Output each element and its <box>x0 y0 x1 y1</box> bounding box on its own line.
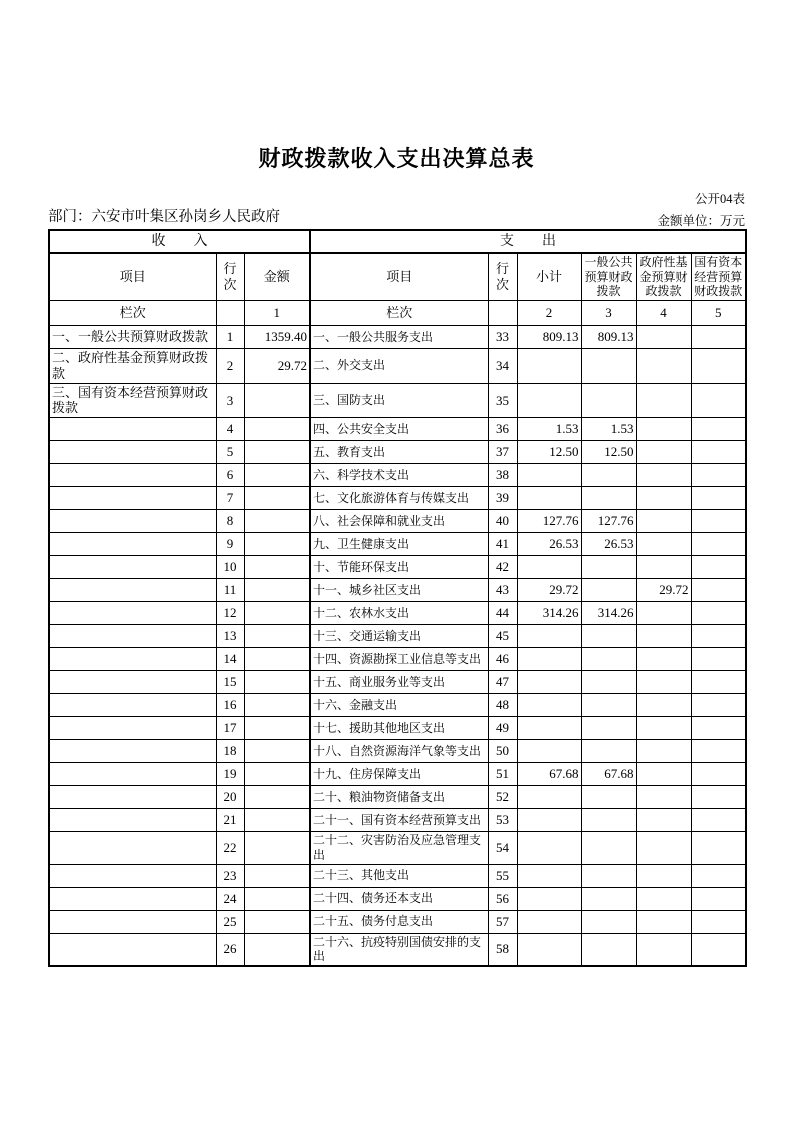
expense-rownum-cell: 43 <box>488 579 517 602</box>
expense-general-cell <box>581 864 636 887</box>
income-rownum-cell: 26 <box>216 933 244 966</box>
table-row <box>49 740 746 763</box>
expense-govfund-cell <box>636 786 691 809</box>
expense-rownum-cell: 36 <box>488 418 517 441</box>
table-code-label: 公开04表 <box>694 192 745 206</box>
expense-statecapital-cell <box>691 533 746 556</box>
expense-statecapital-cell <box>691 464 746 487</box>
table-row <box>49 864 746 887</box>
expense-subtotal-cell <box>517 671 581 694</box>
income-rownum-cell: 1 <box>216 325 244 348</box>
expense-general-cell <box>581 464 636 487</box>
expense-statecapital-cell <box>691 348 746 383</box>
expense-item-cell: 二十二、灾害防治及应急管理支出 <box>310 832 488 864</box>
income-amount-cell <box>244 533 310 556</box>
expense-general-cell <box>581 786 636 809</box>
income-rownum-index <box>216 300 244 325</box>
expense-govfund-cell <box>636 933 691 966</box>
expense-statecapital-cell <box>691 786 746 809</box>
expense-govfund-cell <box>636 864 691 887</box>
income-item-cell: 三、国有资本经营预算财政拨款 <box>49 383 216 418</box>
expense-item-cell: 二十、粮油物资储备支出 <box>310 786 488 809</box>
expense-govfund-cell <box>636 809 691 832</box>
income-rownum-cell: 20 <box>216 786 244 809</box>
expense-rownum-cell: 58 <box>488 933 517 966</box>
expense-item-cell: 十七、援助其他地区支出 <box>310 717 488 740</box>
expense-section-header: 支 出 <box>310 230 746 253</box>
expense-govfund-cell <box>636 832 691 864</box>
income-item-header: 项目 <box>49 253 216 300</box>
expense-item-cell: 十三、交通运输支出 <box>310 625 488 648</box>
expense-item-cell: 五、教育支出 <box>310 441 488 464</box>
general-public-budget-header: 一般公共预算财政拨款 <box>581 253 636 300</box>
expense-govfund-cell <box>636 487 691 510</box>
income-rownum-cell: 8 <box>216 510 244 533</box>
income-item-cell <box>49 887 216 910</box>
expense-item-cell: 四、公共安全支出 <box>310 418 488 441</box>
expense-general-cell <box>581 887 636 910</box>
expense-rownum-cell: 52 <box>488 786 517 809</box>
expense-subtotal-cell: 29.72 <box>517 579 581 602</box>
expense-rownum-cell: 45 <box>488 625 517 648</box>
expense-general-cell <box>581 933 636 966</box>
expense-subtotal-cell <box>517 786 581 809</box>
income-rownum-cell: 4 <box>216 418 244 441</box>
income-amount-cell <box>244 602 310 625</box>
income-rownum-cell: 6 <box>216 464 244 487</box>
state-capital-budget-header: 国有资本经营预算财政拨款 <box>691 253 746 300</box>
expense-item-cell: 十八、自然资源海洋气象等支出 <box>310 740 488 763</box>
table-row <box>49 648 746 671</box>
expense-statecapital-cell <box>691 648 746 671</box>
income-rownum-cell: 24 <box>216 887 244 910</box>
expense-statecapital-cell <box>691 740 746 763</box>
expense-subtotal-cell: 12.50 <box>517 441 581 464</box>
expense-subtotal-cell <box>517 740 581 763</box>
expense-rownum-cell: 46 <box>488 648 517 671</box>
table-row <box>49 910 746 933</box>
table-row <box>49 533 746 556</box>
income-rownum-cell: 12 <box>216 602 244 625</box>
income-amount-cell <box>244 786 310 809</box>
fiscal-summary-table <box>48 229 747 967</box>
income-amount-cell <box>244 832 310 864</box>
expense-general-cell <box>581 671 636 694</box>
expense-subtotal-cell: 26.53 <box>517 533 581 556</box>
table-row <box>49 887 746 910</box>
expense-rownum-cell: 42 <box>488 556 517 579</box>
expense-rownum-cell: 51 <box>488 763 517 786</box>
expense-general-cell <box>581 648 636 671</box>
expense-subtotal-cell: 314.26 <box>517 602 581 625</box>
income-item-cell <box>49 740 216 763</box>
expense-rownum-cell: 54 <box>488 832 517 864</box>
table-row <box>49 625 746 648</box>
income-rownum-cell: 19 <box>216 763 244 786</box>
income-amount-cell <box>244 418 310 441</box>
table-row <box>49 717 746 740</box>
income-item-cell <box>49 464 216 487</box>
income-amount-cell <box>244 487 310 510</box>
expense-subtotal-cell: 1.53 <box>517 418 581 441</box>
expense-subtotal-cell: 67.68 <box>517 763 581 786</box>
expense-statecapital-cell <box>691 933 746 966</box>
expense-rownum-cell: 55 <box>488 864 517 887</box>
expense-govfund-cell: 29.72 <box>636 579 691 602</box>
expense-col-index-2: 2 <box>517 300 581 325</box>
expense-item-cell: 十二、农林水支出 <box>310 602 488 625</box>
expense-general-cell <box>581 579 636 602</box>
expense-rownum-header: 行次 <box>488 253 517 300</box>
expense-statecapital-cell <box>691 717 746 740</box>
income-rownum-cell: 10 <box>216 556 244 579</box>
expense-index-label: 栏次 <box>310 300 488 325</box>
expense-statecapital-cell <box>691 383 746 418</box>
income-rownum-cell: 13 <box>216 625 244 648</box>
expense-govfund-cell <box>636 763 691 786</box>
expense-rownum-cell: 50 <box>488 740 517 763</box>
table-row <box>49 510 746 533</box>
expense-statecapital-cell <box>691 832 746 864</box>
income-item-cell <box>49 910 216 933</box>
expense-govfund-cell <box>636 602 691 625</box>
expense-subtotal-cell: 809.13 <box>517 325 581 348</box>
income-amount-cell <box>244 464 310 487</box>
expense-general-cell: 26.53 <box>581 533 636 556</box>
expense-subtotal-cell <box>517 464 581 487</box>
expense-govfund-cell <box>636 887 691 910</box>
expense-govfund-cell <box>636 625 691 648</box>
expense-govfund-cell <box>636 671 691 694</box>
table-row <box>49 579 746 602</box>
income-amount-cell <box>244 671 310 694</box>
expense-rownum-cell: 34 <box>488 348 517 383</box>
expense-subtotal-cell <box>517 348 581 383</box>
expense-rownum-index <box>488 300 517 325</box>
expense-statecapital-cell <box>691 763 746 786</box>
expense-subtotal-cell <box>517 694 581 717</box>
expense-general-cell <box>581 487 636 510</box>
expense-item-cell: 一、一般公共服务支出 <box>310 325 488 348</box>
column-index-row <box>49 300 746 325</box>
expense-govfund-cell <box>636 740 691 763</box>
expense-general-cell <box>581 910 636 933</box>
expense-statecapital-cell <box>691 809 746 832</box>
expense-rownum-cell: 57 <box>488 910 517 933</box>
income-item-cell <box>49 809 216 832</box>
income-index-label: 栏次 <box>49 300 216 325</box>
income-amount-cell <box>244 887 310 910</box>
gov-fund-budget-header: 政府性基金预算财政拨款 <box>636 253 691 300</box>
expense-subtotal-cell <box>517 556 581 579</box>
expense-general-cell <box>581 809 636 832</box>
income-amount-cell: 29.72 <box>244 348 310 383</box>
expense-subtotal-cell <box>517 383 581 418</box>
income-rownum-cell: 22 <box>216 832 244 864</box>
expense-statecapital-cell <box>691 510 746 533</box>
income-item-cell <box>49 648 216 671</box>
income-rownum-cell: 14 <box>216 648 244 671</box>
expense-general-cell <box>581 694 636 717</box>
income-rownum-cell: 16 <box>216 694 244 717</box>
section-header-row <box>49 230 746 253</box>
income-item-cell <box>49 602 216 625</box>
income-item-cell <box>49 717 216 740</box>
income-amount-cell <box>244 717 310 740</box>
expense-statecapital-cell <box>691 625 746 648</box>
expense-rownum-cell: 33 <box>488 325 517 348</box>
expense-rownum-cell: 41 <box>488 533 517 556</box>
expense-general-cell <box>581 740 636 763</box>
expense-general-cell: 12.50 <box>581 441 636 464</box>
expense-general-cell <box>581 625 636 648</box>
expense-rownum-cell: 49 <box>488 717 517 740</box>
expense-subtotal-cell <box>517 864 581 887</box>
table-row <box>49 602 746 625</box>
table-row <box>49 694 746 717</box>
expense-subtotal-cell <box>517 933 581 966</box>
expense-general-cell <box>581 717 636 740</box>
table-row <box>49 556 746 579</box>
table-row <box>49 786 746 809</box>
page-title: 财政拨款收入支出决算总表 <box>258 146 535 171</box>
table-row <box>49 464 746 487</box>
expense-statecapital-cell <box>691 887 746 910</box>
expense-rownum-cell: 48 <box>488 694 517 717</box>
expense-govfund-cell <box>636 694 691 717</box>
expense-rownum-cell: 35 <box>488 383 517 418</box>
income-amount-cell <box>244 910 310 933</box>
income-amount-cell <box>244 441 310 464</box>
expense-general-cell <box>581 556 636 579</box>
expense-item-cell: 十、节能环保支出 <box>310 556 488 579</box>
income-amount-cell <box>244 740 310 763</box>
table-row <box>49 832 746 864</box>
expense-item-cell: 十四、资源勘探工业信息等支出 <box>310 648 488 671</box>
table-row <box>49 487 746 510</box>
expense-col-index-5: 5 <box>691 300 746 325</box>
expense-subtotal-cell <box>517 887 581 910</box>
expense-govfund-cell <box>636 648 691 671</box>
expense-item-cell: 二十三、其他支出 <box>310 864 488 887</box>
expense-rownum-cell: 40 <box>488 510 517 533</box>
income-amount-cell <box>244 625 310 648</box>
expense-item-cell: 九、卫生健康支出 <box>310 533 488 556</box>
expense-subtotal-cell <box>517 648 581 671</box>
expense-item-cell: 六、科学技术支出 <box>310 464 488 487</box>
income-amount-cell <box>244 694 310 717</box>
expense-rownum-cell: 44 <box>488 602 517 625</box>
expense-general-cell <box>581 832 636 864</box>
income-rownum-cell: 17 <box>216 717 244 740</box>
table-body <box>49 325 746 965</box>
expense-rownum-cell: 38 <box>488 464 517 487</box>
income-amount-cell <box>244 933 310 966</box>
expense-subtotal-cell <box>517 625 581 648</box>
income-rownum-cell: 5 <box>216 441 244 464</box>
income-amount-cell <box>244 809 310 832</box>
expense-rownum-cell: 47 <box>488 671 517 694</box>
expense-subtotal-cell <box>517 910 581 933</box>
income-rownum-cell: 7 <box>216 487 244 510</box>
income-item-cell <box>49 487 216 510</box>
table-row <box>49 671 746 694</box>
expense-col-index-4: 4 <box>636 300 691 325</box>
expense-item-cell: 八、社会保障和就业支出 <box>310 510 488 533</box>
income-item-cell <box>49 864 216 887</box>
income-amount-cell <box>244 556 310 579</box>
income-amount-cell <box>244 864 310 887</box>
expense-subtotal-cell: 127.76 <box>517 510 581 533</box>
income-item-cell: 一、一般公共预算财政拨款 <box>49 325 216 348</box>
income-item-cell <box>49 625 216 648</box>
table-row <box>49 418 746 441</box>
table-row <box>49 383 746 418</box>
income-item-cell <box>49 579 216 602</box>
income-amount-cell: 1359.40 <box>244 325 310 348</box>
income-rownum-cell: 3 <box>216 383 244 418</box>
expense-general-cell: 67.68 <box>581 763 636 786</box>
expense-item-cell: 十九、住房保障支出 <box>310 763 488 786</box>
expense-rownum-cell: 39 <box>488 487 517 510</box>
income-rownum-cell: 21 <box>216 809 244 832</box>
expense-item-cell: 二、外交支出 <box>310 348 488 383</box>
expense-item-cell: 三、国防支出 <box>310 383 488 418</box>
income-item-cell <box>49 533 216 556</box>
expense-item-cell: 七、文化旅游体育与传媒支出 <box>310 487 488 510</box>
income-amount-cell <box>244 763 310 786</box>
table-row <box>49 763 746 786</box>
expense-item-cell: 二十六、抗疫特别国债安排的支出 <box>310 933 488 966</box>
income-item-cell <box>49 832 216 864</box>
table-row <box>49 933 746 966</box>
income-amount-header: 金额 <box>244 253 310 300</box>
amount-unit-label: 金额单位：万元 <box>657 214 745 228</box>
expense-subtotal-cell <box>517 809 581 832</box>
expense-item-cell: 十六、金融支出 <box>310 694 488 717</box>
expense-govfund-cell <box>636 910 691 933</box>
expense-rownum-cell: 37 <box>488 441 517 464</box>
expense-govfund-cell <box>636 510 691 533</box>
income-amount-cell <box>244 383 310 418</box>
expense-item-cell: 十一、城乡社区支出 <box>310 579 488 602</box>
expense-general-cell <box>581 348 636 383</box>
expense-item-header: 项目 <box>310 253 488 300</box>
expense-subtotal-cell <box>517 487 581 510</box>
expense-govfund-cell <box>636 717 691 740</box>
expense-govfund-cell <box>636 464 691 487</box>
expense-statecapital-cell <box>691 671 746 694</box>
income-rownum-cell: 11 <box>216 579 244 602</box>
expense-statecapital-cell <box>691 579 746 602</box>
expense-govfund-cell <box>636 348 691 383</box>
expense-govfund-cell <box>636 441 691 464</box>
expense-rownum-cell: 53 <box>488 809 517 832</box>
income-rownum-cell: 23 <box>216 864 244 887</box>
income-item-cell <box>49 933 216 966</box>
table-row <box>49 441 746 464</box>
expense-general-cell: 1.53 <box>581 418 636 441</box>
income-amount-cell <box>244 648 310 671</box>
income-amount-index: 1 <box>244 300 310 325</box>
column-header-row <box>49 253 746 300</box>
expense-general-cell <box>581 383 636 418</box>
expense-item-cell: 十五、商业服务业等支出 <box>310 671 488 694</box>
income-rownum-cell: 25 <box>216 910 244 933</box>
expense-item-cell: 二十四、债务还本支出 <box>310 887 488 910</box>
income-item-cell <box>49 510 216 533</box>
income-item-cell <box>49 786 216 809</box>
expense-rownum-cell: 56 <box>488 887 517 910</box>
expense-statecapital-cell <box>691 556 746 579</box>
income-amount-cell <box>244 579 310 602</box>
income-item-cell <box>49 671 216 694</box>
expense-govfund-cell <box>636 383 691 418</box>
table-row <box>49 809 746 832</box>
income-section-header: 收 入 <box>49 230 310 253</box>
income-rownum-cell: 18 <box>216 740 244 763</box>
expense-subtotal-cell <box>517 717 581 740</box>
expense-item-cell: 二十五、债务付息支出 <box>310 910 488 933</box>
expense-item-cell: 二十一、国有资本经营预算支出 <box>310 809 488 832</box>
income-item-cell <box>49 441 216 464</box>
expense-col-index-3: 3 <box>581 300 636 325</box>
income-item-cell <box>49 694 216 717</box>
expense-statecapital-cell <box>691 694 746 717</box>
subtotal-header: 小计 <box>517 253 581 300</box>
expense-general-cell: 314.26 <box>581 602 636 625</box>
income-item-cell <box>49 763 216 786</box>
expense-govfund-cell <box>636 533 691 556</box>
income-rownum-cell: 9 <box>216 533 244 556</box>
expense-govfund-cell <box>636 325 691 348</box>
table-row <box>49 348 746 383</box>
expense-general-cell: 127.76 <box>581 510 636 533</box>
expense-subtotal-cell <box>517 832 581 864</box>
department-label: 部门：六安市叶集区孙岗乡人民政府 <box>48 209 280 225</box>
expense-statecapital-cell <box>691 441 746 464</box>
income-item-cell <box>49 418 216 441</box>
income-item-cell <box>49 556 216 579</box>
income-item-cell: 二、政府性基金预算财政拨款 <box>49 348 216 383</box>
expense-statecapital-cell <box>691 487 746 510</box>
income-amount-cell <box>244 510 310 533</box>
income-rownum-cell: 2 <box>216 348 244 383</box>
expense-statecapital-cell <box>691 418 746 441</box>
expense-statecapital-cell <box>691 864 746 887</box>
expense-govfund-cell <box>636 556 691 579</box>
expense-general-cell: 809.13 <box>581 325 636 348</box>
expense-statecapital-cell <box>691 325 746 348</box>
income-rownum-header: 行次 <box>216 253 244 300</box>
expense-statecapital-cell <box>691 602 746 625</box>
table-row <box>49 325 746 348</box>
expense-statecapital-cell <box>691 910 746 933</box>
expense-govfund-cell <box>636 418 691 441</box>
income-rownum-cell: 15 <box>216 671 244 694</box>
